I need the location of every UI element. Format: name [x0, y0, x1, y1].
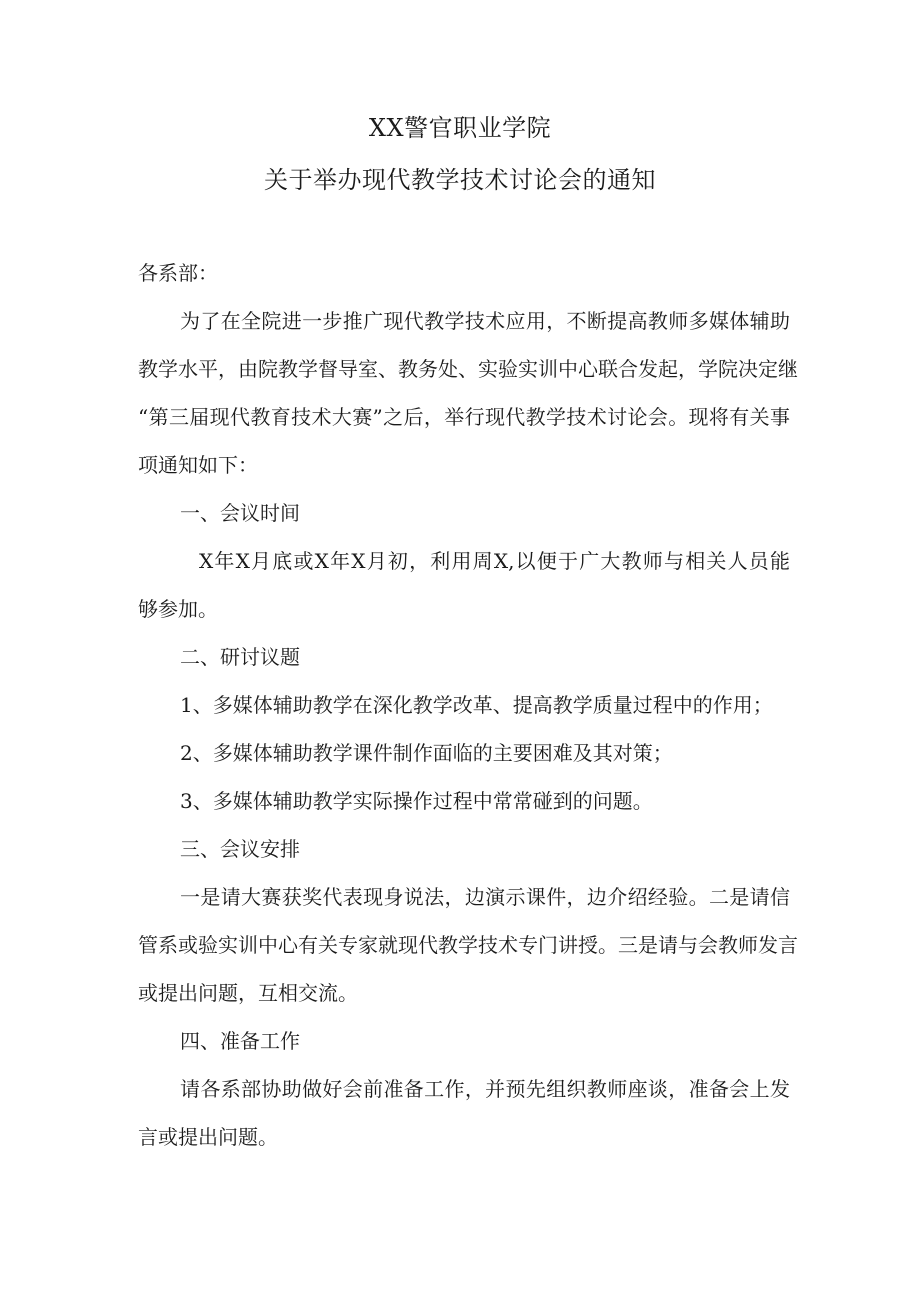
document-title-line1: XX警官职业学院: [368, 114, 552, 142]
section2-item-3: 3、多媒体辅助教学实际操作过程中常常碰到的问题。: [180, 789, 653, 813]
section2-item-1: 1、多媒体辅助教学在深化教学改革、提高教学质量过程中的作用；: [180, 693, 773, 717]
section3-line-2: 管系或验实训中心有关专家就现代教学技术专门讲授。三是请与会教师发言: [138, 933, 798, 957]
section2-heading: 二、研讨议题: [180, 645, 300, 669]
section1-line-1: X年X月底或X年X月初，利用周X,以便于广大教师与相关人员能: [199, 549, 790, 573]
section3-line-3: 或提出问题，互相交流。: [138, 981, 358, 1005]
document-title-line2: 关于举办现代教学技术讨论会的通知: [264, 166, 656, 194]
intro-line-3: “第三届现代教育技术大赛”之后，举行现代教学技术讨论会。现将有关事: [138, 405, 790, 429]
section2-item-2: 2、多媒体辅助教学课件制作面临的主要困难及其对策；: [180, 741, 673, 765]
intro-line-1: 为了在全院进一步推广现代教学技术应用，不断提高教师多媒体辅助: [180, 309, 790, 333]
salutation: 各系部：: [138, 261, 218, 285]
section4-line-1: 请各系部协助做好会前准备工作，并预先组织教师座谈，准备会上发: [180, 1077, 790, 1101]
section3-line-1: 一是请大赛获奖代表现身说法，边演示课件，边介绍经验。二是请信: [180, 885, 790, 909]
section3-heading: 三、会议安排: [180, 837, 300, 861]
section4-heading: 四、准备工作: [180, 1029, 300, 1053]
section1-heading: 一、会议时间: [180, 501, 300, 525]
section1-line-2: 够参加。: [138, 597, 218, 621]
intro-line-2: 教学水平，由院教学督导室、教务处、实验实训中心联合发起，学院决定继: [138, 357, 798, 381]
intro-line-4: 项通知如下：: [138, 453, 258, 477]
section4-line-2: 言或提出问题。: [138, 1125, 278, 1149]
